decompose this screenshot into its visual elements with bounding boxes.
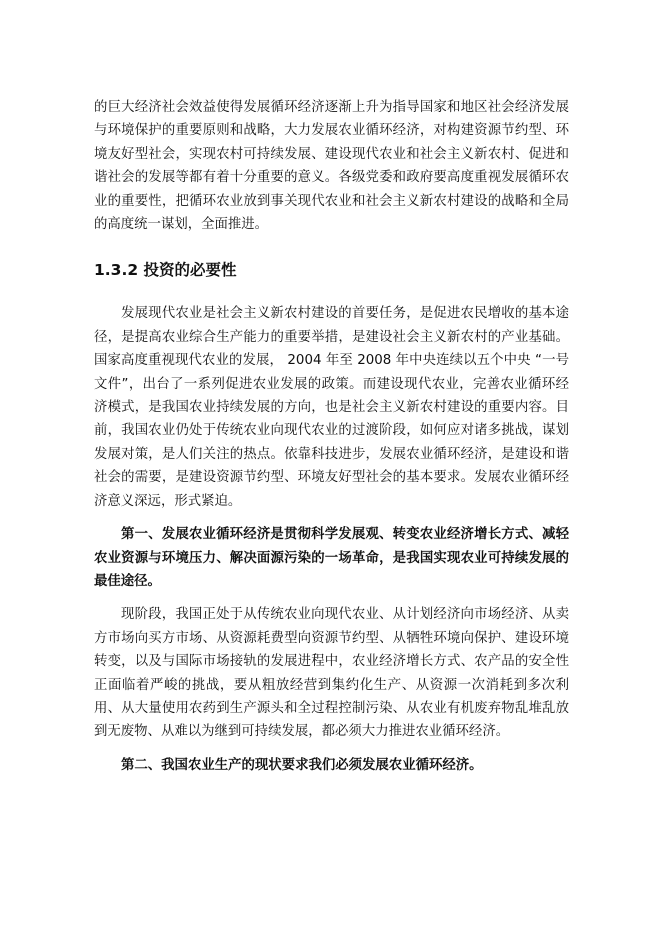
paragraph-point-one: 第一、发展农业循环经济是贯彻科学发展观、转变农业经济增长方式、减轻农业资源与环境压力、解决面源污染的一场革命，是我国实现农业可持续发展的最佳途径。 bbox=[94, 527, 569, 589]
paragraph-modern-agriculture: 发展现代农业是社会主义新农村建设的首要任务，是促进农民增收的基本途径，是提高农业综合生产能力的重要举措，是建设社会主义新农村的产业基础。国家高度重视现代农业的发展， 2004 年至 2008 年中央连续以五个中央 “一号文件”，出台了一系列促进农业发展的政策。而建设现代农业，完善农业循环经济模式，是我国农业持续发展的方向，也是社会主义新农村建设的重要内容。目前，我国农业仍处于传统农业向现代农业的过渡阶段，如何应对诸多挑战，谋划发展对策，是人们关注的热点。依靠科技进步，发展农业循环经济，是建设和谐社会的需要，是建设资源节约型、环境友好型社会的基本要求。发展农业循环经济意义深远，形式紧迫。 bbox=[94, 306, 569, 509]
paragraph-circular-economy-significance: 的巨大经济社会效益使得发展循环经济逐渐上升为指导国家和地区社会经济发展与环境保护的重要原则和战略，大力发展农业循环经济，对构建资源节约型、环境友好型社会，实现农村可持续发展、建设现代农业和社会主义新农村、促进和谐社会的发展等都有着十分重要的意义。各级党委和政府要高度重视发展循环农业的重要性，把循环农业放到事关现代农业和社会主义新农村建设的战略和全局的高度统一谋划，全面推进。 bbox=[94, 100, 569, 233]
section-heading-investment-necessity: 1.3.2 投资的必要性 bbox=[94, 261, 237, 280]
paragraph-current-stage: 现阶段，我国正处于从传统农业向现代农业、从计划经济向市场经济、从卖方市场向买方市场、从资源耗费型向资源节约型、从牺牲环境向保护、建设环境转变，以及与国际市场接轨的发展进程中，农业经济增长方式、农产品的安全性正面临着严峻的挑战，要从粗放经营到集约化生产、从资源一次消耗到多次利用、从大量使用农药到生产源头和全过程控制污染、从农业有机废弃物乱堆乱放到无废物、从难以为继到可持续发展，都必须大力推进农业循环经济。 bbox=[94, 607, 569, 740]
paragraph-point-two: 第二、我国农业生产的现状要求我们必须发展农业循环经济。 bbox=[121, 757, 483, 773]
document-page bbox=[94, 96, 569, 777]
